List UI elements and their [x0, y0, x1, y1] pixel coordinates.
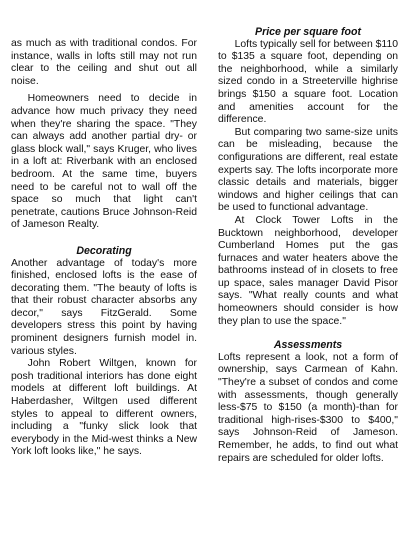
heading-assessments: Assessments — [273, 339, 343, 352]
right-column — [218, 0, 398, 465]
paragraph-wiltgen: John Robert Wiltgen, known for posh traditional interiors has done eight models at different loft buildings. At Haberdasher, Wiltgen used different styles to appeal to different owners, including a "funky slick look that everybody in the Mid-west thinks a New York loft looks like," he says. — [11, 358, 197, 458]
paragraph-assessments: Lofts represent a look, not a form of ownership, says Carmean of Kahn. "They're a subset of condos and come with assessments, though generally less-$75 to $150 (a month)-than for traditional high-rises-$300 to $400," says Johnson-Reid of Jameson. Remember, he adds, to find out what repairs are scheduled for older lofts. — [218, 351, 398, 464]
paragraph-decorating: Another advantage of today's more finished, enclosed lofts is the ease of decorating them. "The beauty of lofts is that their robust character absorbs any decor," says FitzGerald. Some developers stress this point by having prominent designers furnish model in. various styles. — [11, 257, 197, 357]
heading-price-per-square-foot: Price per square foot — [255, 26, 361, 38]
paragraph-noise: as much as with traditional condos. For instance, walls in lofts still may not run clear to the ceiling and shut out all noise. — [11, 38, 197, 87]
paragraph-clock-tower: At Clock Tower Lofts in the Bucktown neighborhood, developer Cumberland Homes put the gas furnaces and water heaters above the bathrooms instead of in closets to free up space, sales manager David Pisor says. "What really counts and what homeowners should consider is how they plan to use the space." — [218, 214, 398, 327]
paragraph-price: Lofts typically sell for between $110 to $135 a square foot, depending on the neighborhood, while a similarly sized condo in a Streeterville highrise brings $150 a square foot. Location and amenities account for the difference. — [218, 38, 398, 126]
paragraph-privacy: Homeowners need to decide in advance how much privacy they need when they're sharing the space. "They can always add another partial dry- or glass block wall," says Kruger, who lives in a loft at: Riverbank with an enclosed bedroom. At the same time, buyers need to be careful not to wall off the space so much that light can't penetrate, cautions Bruce Johnson-Reid of Jameson Realty. — [11, 93, 197, 231]
heading-decorating: Decorating — [76, 244, 132, 257]
paragraph-comparing: But comparing two same-size units can be misleading, because the configurations are different, real estate experts say. The lofts incorporate more classic details and materials, bigger windows and higher ceilings that can be used to functional advantage. — [218, 126, 398, 214]
left-column — [11, 0, 197, 459]
